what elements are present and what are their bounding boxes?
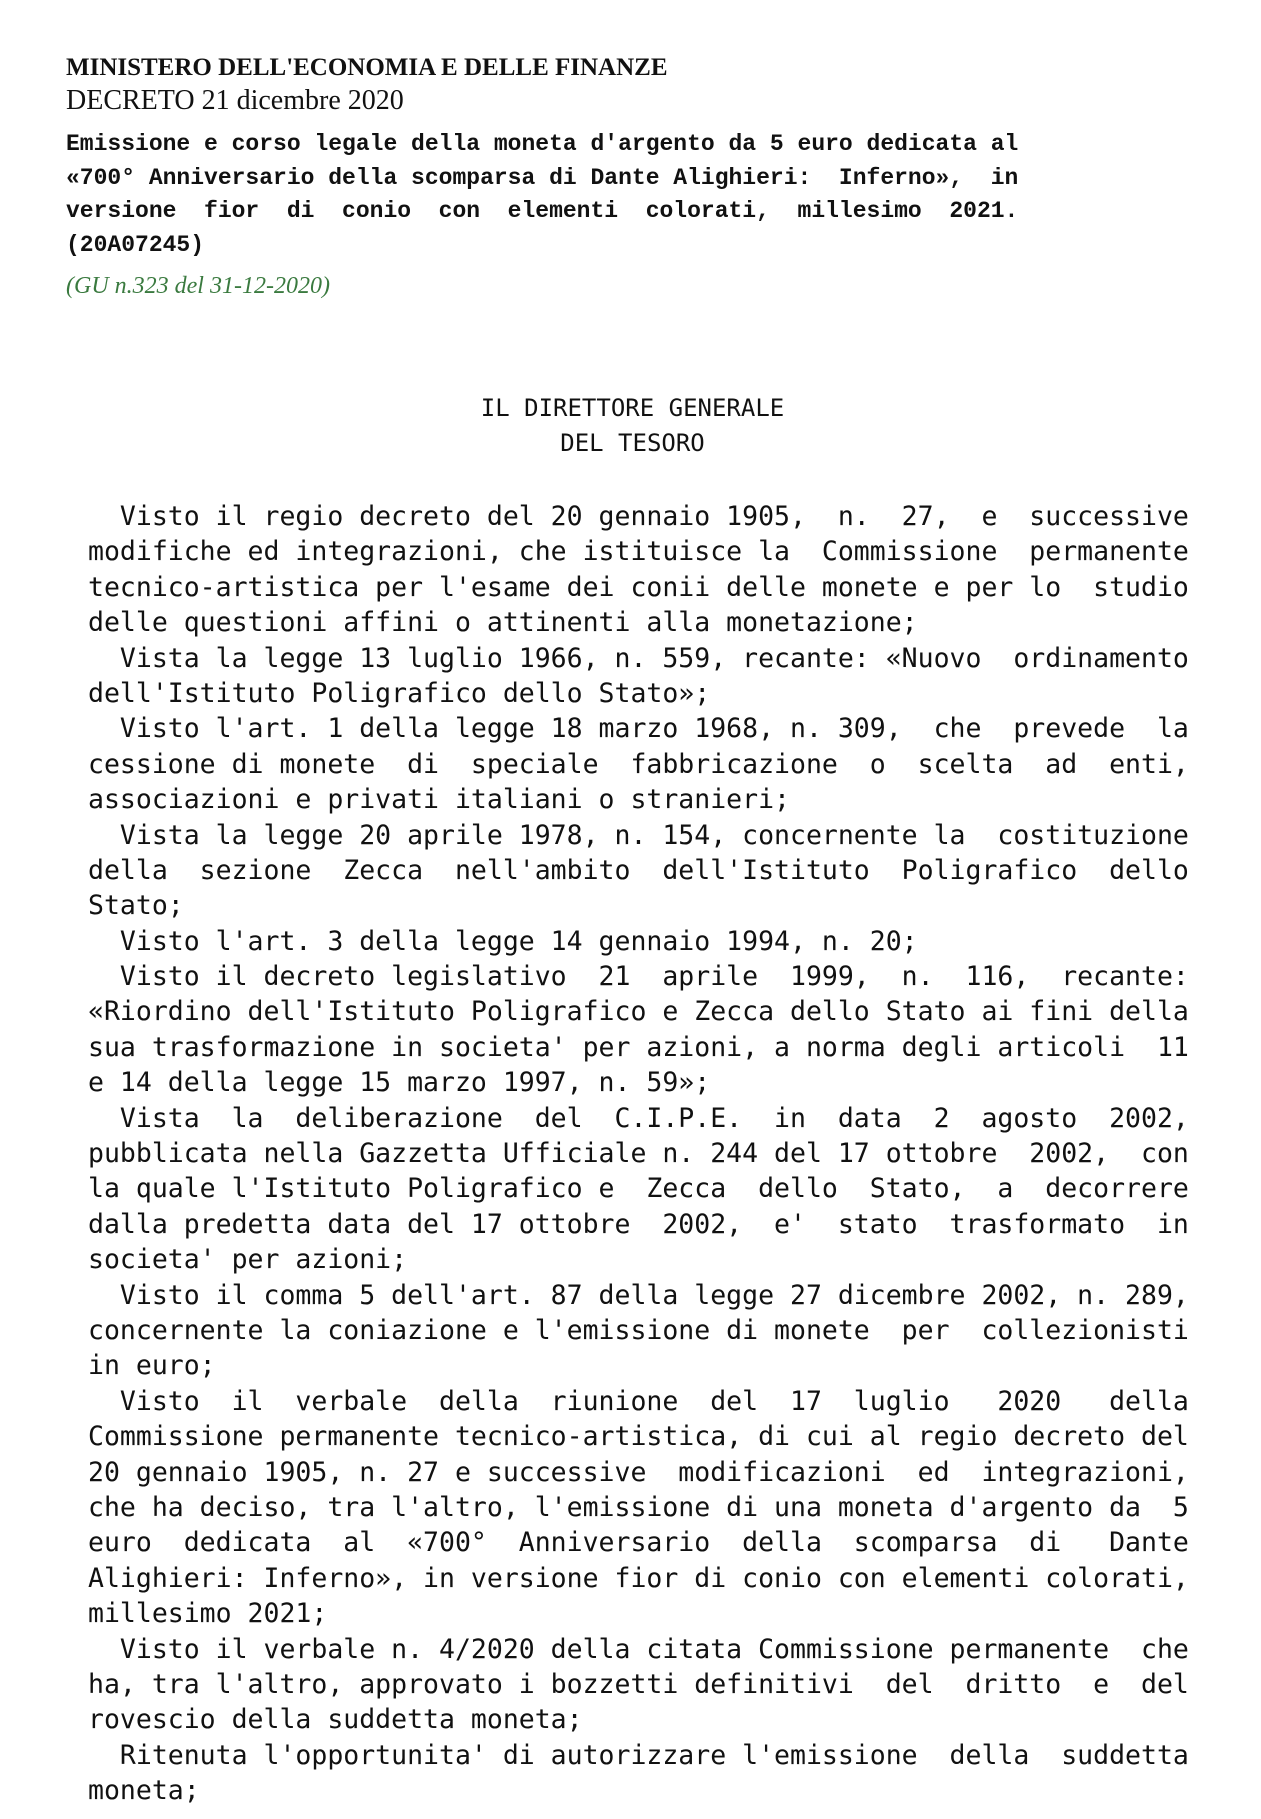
subject-line: Emissione e corso legale della moneta d'argento da 5 euro dedicata al <box>66 131 1019 157</box>
body-line: pubblicata nella Gazzetta Ufficiale n. 244 del 17 ottobre 2002, con <box>88 1138 1189 1170</box>
decree-subject <box>66 128 1018 262</box>
body-line: delle questioni affini o attinenti alla monetazione; <box>88 607 918 639</box>
subject-line: «700° Anniversario della scomparsa di Dante Alighieri: Inferno», in <box>66 164 1019 191</box>
body-line: concernente la coniazione e l'emissione di monete per collezionisti <box>88 1314 1189 1346</box>
body-line: Visto l'art. 3 della legge 14 gennaio 1994, n. 20; <box>88 925 918 957</box>
body-line: e 14 della legge 15 marzo 1997, n. 59»; <box>88 1067 711 1099</box>
issuer-heading-line2: DEL TESORO <box>560 429 705 457</box>
body-line: societa' per azioni; <box>88 1244 408 1276</box>
body-line: Visto il verbale n. 4/2020 della citata Commissione permanente che <box>88 1633 1189 1665</box>
body-line: associazioni e privati italiani o stranieri; <box>88 784 790 816</box>
body-line: della sezione Zecca nell'ambito dell'Istituto Poligrafico dello <box>88 854 1189 886</box>
subject-line: versione fior di conio con elementi colorati, millesimo 2021. <box>66 198 1019 224</box>
body-line: Ritenuta l'opportunita' di autorizzare l'emissione della suddetta <box>88 1739 1189 1771</box>
body-line: Visto l'art. 1 della legge 18 marzo 1968, n. 309, che prevede la <box>88 713 1189 745</box>
body-line: 20 gennaio 1905, n. 27 e successive modificazioni ed integrazioni, <box>88 1456 1189 1488</box>
body-line: dalla predetta data del 17 ottobre 2002, e' stato trasformato in <box>88 1208 1189 1240</box>
decree-body <box>88 499 1189 1808</box>
issuer-heading-line1: IL DIRETTORE GENERALE <box>480 394 785 422</box>
body-line: Visto il decreto legislativo 21 aprile 1999, n. 116, recante: <box>88 961 1189 993</box>
body-line: moneta; <box>88 1775 200 1807</box>
body-line: Vista la legge 20 aprile 1978, n. 154, concernente la costituzione <box>88 819 1189 851</box>
body-line: dell'Istituto Poligrafico dello Stato»; <box>88 677 711 709</box>
body-line: in euro; <box>88 1350 216 1382</box>
ministry-name: MINISTERO DELL'ECONOMIA E DELLE FINANZE <box>66 54 668 81</box>
body-line: modifiche ed integrazioni, che istituisce la Commissione permanente <box>88 536 1189 568</box>
decree-title: DECRETO 21 dicembre 2020 <box>66 85 404 116</box>
body-line: Vista la legge 13 luglio 1966, n. 559, recante: «Nuovo ordinamento <box>88 642 1189 674</box>
body-line: euro dedicata al «700° Anniversario della scomparsa di Dante <box>88 1527 1189 1559</box>
body-line: cessione di monete di speciale fabbricazione o scelta ad enti, <box>88 748 1189 780</box>
body-line: «Riordino dell'Istituto Poligrafico e Zecca dello Stato ai fini della <box>88 996 1189 1028</box>
body-line: Visto il verbale della riunione del 17 luglio 2020 della <box>88 1385 1189 1417</box>
subject-line: (20A07245) <box>66 231 205 258</box>
body-line: tecnico-artistica per l'esame dei conii delle monete e per lo studio <box>88 571 1189 603</box>
body-line: Stato; <box>88 890 184 922</box>
body-line: ha, tra l'altro, approvato i bozzetti definitivi del dritto e del <box>88 1668 1189 1700</box>
body-line: sua trasformazione in societa' per azioni, a norma degli articoli 11 <box>88 1031 1189 1063</box>
body-line: Visto il comma 5 dell'art. 87 della legge 27 dicembre 2002, n. 289, <box>88 1279 1189 1311</box>
body-line: la quale l'Istituto Poligrafico e Zecca dello Stato, a decorrere <box>88 1173 1189 1205</box>
gazette-reference[interactable]: (GU n.323 del 31-12-2020) <box>66 273 330 299</box>
body-line: Vista la deliberazione del C.I.P.E. in data 2 agosto 2002, <box>88 1102 1189 1134</box>
body-line: rovescio della suddetta moneta; <box>88 1704 583 1736</box>
body-line: che ha deciso, tra l'altro, l'emissione di una moneta d'argento da 5 <box>88 1491 1189 1523</box>
body-line: Visto il regio decreto del 20 gennaio 1905, n. 27, e successive <box>88 501 1189 532</box>
body-line: Commissione permanente tecnico-artistica, di cui al regio decreto del <box>88 1421 1189 1453</box>
body-line: Alighieri: Inferno», in versione fior di conio con elementi colorati, <box>88 1562 1189 1594</box>
body-line: millesimo 2021; <box>88 1598 328 1630</box>
